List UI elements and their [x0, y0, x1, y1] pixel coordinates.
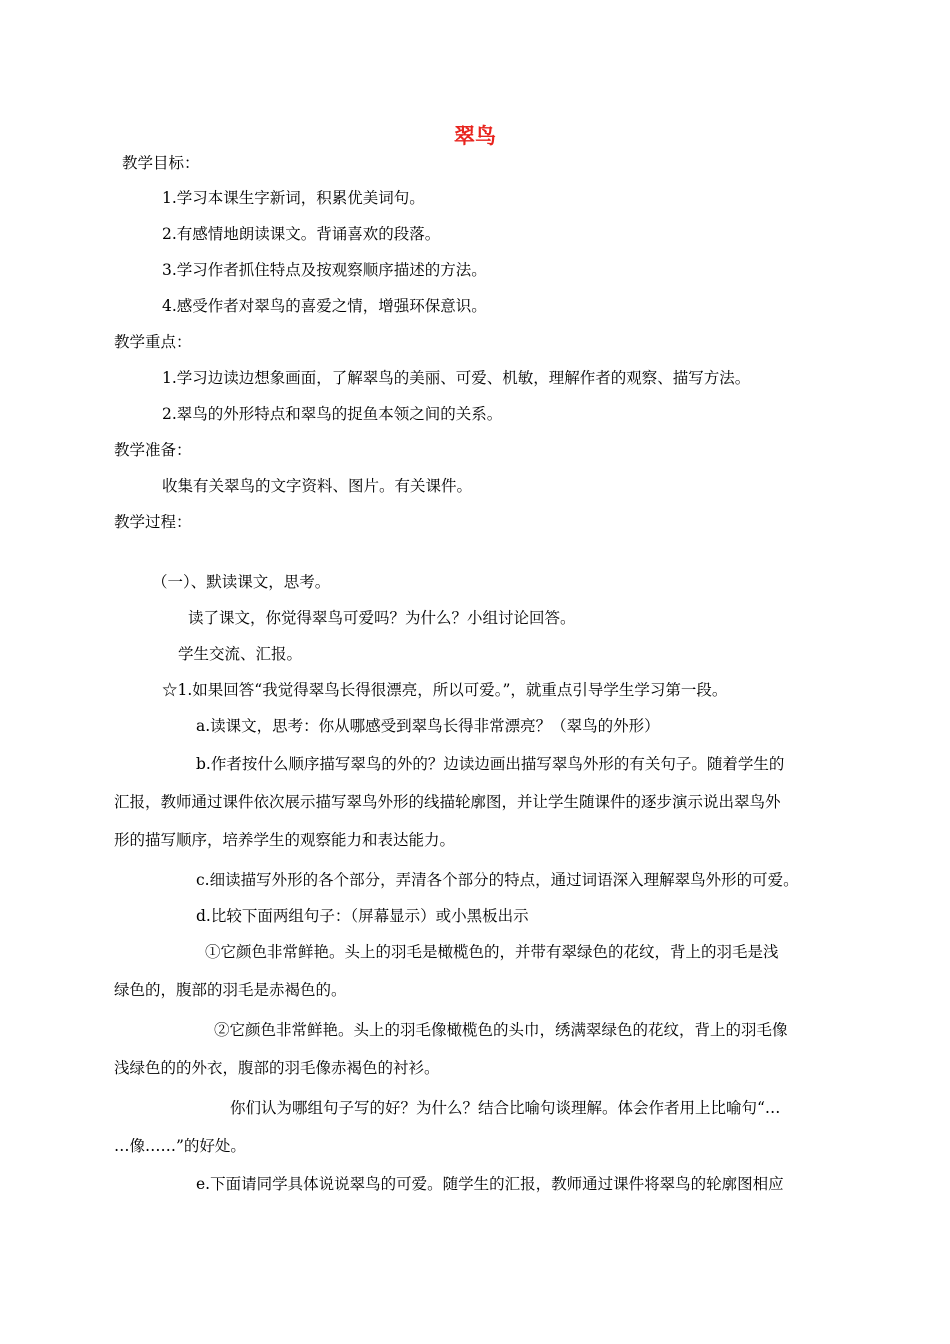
compare-question: …像……”的好处。 [114, 1137, 246, 1155]
keypoint-item: 2.翠鸟的外形特点和翠鸟的捉鱼本领之间的关系。 [162, 405, 503, 423]
keypoint-item: 1.学习边读边想象画面，了解翠鸟的美丽、可爱、机敏，理解作者的观察、描写方法。 [162, 369, 751, 387]
process-item-c: c.细读描写外形的各个部分，弄清各个部分的特点，通过词语深入理解翠鸟外形的可爱。 [196, 871, 799, 889]
objective-item: 4.感受作者对翠鸟的喜爱之情，增强环保意识。 [162, 297, 487, 315]
process-step-1: （一）、默读课文，思考。 [152, 573, 331, 591]
sentence-1: ①它颜色非常鲜艳。头上的羽毛是橄榄色的，并带有翠绿色的花纹，背上的羽毛是浅 [205, 943, 779, 961]
process-item-b: b.作者按什么顺序描写翠鸟的外的？边读边画出描写翠鸟外形的有关句子。随着学生的 [196, 755, 785, 773]
process-item-b: 汇报，教师通过课件依次展示描写翠鸟外形的线描轮廓图，并让学生随课件的逐步演示说出翠鸟外 [114, 793, 781, 811]
prep-heading: 教学准备： [114, 441, 192, 459]
objective-item: 3.学习作者抓住特点及按观察顺序描述的方法。 [162, 261, 487, 279]
process-item-b: 形的描写顺序，培养学生的观察能力和表达能力。 [114, 831, 456, 849]
sentence-2: ②它颜色非常鲜艳。头上的羽毛像橄榄色的头巾，绣满翠绿色的花纹，背上的羽毛像 [214, 1021, 788, 1039]
process-item-d: d.比较下面两组句子：（屏幕显示）或小黑板出示 [196, 907, 529, 925]
prep-text: 收集有关翠鸟的文字资料、图片。有关课件。 [162, 477, 473, 495]
sentence-1: 绿色的，腹部的羽毛是赤褐色的。 [114, 981, 347, 999]
process-question: 读了课文，你觉得翠鸟可爱吗？为什么？小组讨论回答。 [188, 609, 576, 627]
process-item-e: e.下面请同学具体说说翠鸟的可爱。随学生的汇报，教师通过课件将翠鸟的轮廓图相应 [196, 1175, 784, 1193]
process-star-item: ☆1.如果回答“我觉得翠鸟长得很漂亮，所以可爱。”，就重点引导学生学习第一段。 [162, 681, 728, 699]
page-title: 翠鸟 [454, 124, 496, 148]
compare-question: 你们认为哪组句子写的好？为什么？结合比喻句谈理解。体会作者用上比喻句“… [230, 1099, 781, 1117]
process-exchange: 学生交流、汇报。 [178, 645, 303, 663]
sentence-2: 浅绿色的的外衣，腹部的羽毛像赤褐色的衬衫。 [114, 1059, 440, 1077]
objectives-heading: 教学目标： [122, 154, 200, 172]
process-item-a: a.读课文，思考：你从哪感受到翠鸟长得非常漂亮？（翠鸟的外形） [196, 717, 660, 735]
objective-item: 1.学习本课生字新词，积累优美词句。 [162, 189, 425, 207]
keypoints-heading: 教学重点： [114, 333, 192, 351]
process-heading: 教学过程： [114, 513, 192, 531]
objective-item: 2.有感情地朗读课文。背诵喜欢的段落。 [162, 225, 441, 243]
